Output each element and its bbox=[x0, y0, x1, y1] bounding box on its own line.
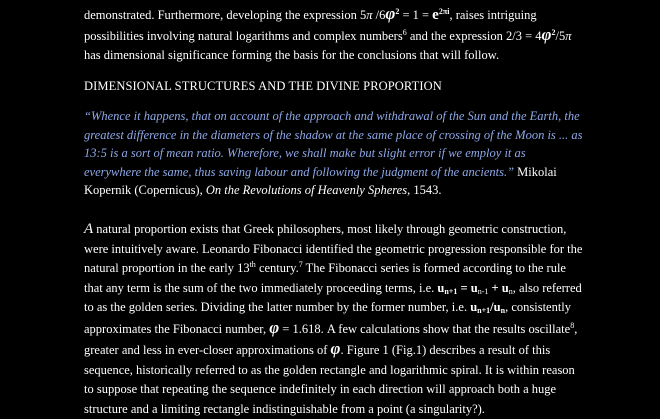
quote-year: 1543. bbox=[410, 183, 442, 197]
phi-symbol: φ bbox=[269, 317, 280, 337]
formula-subscript: n bbox=[500, 306, 506, 315]
formula-subscript: n+1 bbox=[477, 306, 491, 315]
footnote-ref[interactable]: 6 bbox=[402, 28, 407, 37]
section-heading: DIMENSIONAL STRUCTURES AND THE DIVINE PROPORTION bbox=[84, 79, 442, 93]
formula-subscript: n-1 bbox=[477, 286, 489, 296]
pi-symbol: π bbox=[565, 29, 572, 43]
pi-symbol: π bbox=[366, 8, 373, 22]
intro-text: , raises intriguing possibilities involving natural logarithms and complex numbers bbox=[84, 8, 537, 43]
formula-term: /u bbox=[490, 300, 501, 314]
body-text: century. bbox=[255, 261, 299, 275]
intro-text: demonstrated. Furthermore, developing the expression 5 bbox=[84, 8, 367, 22]
intro-text: has dimensional significance forming the basis for the conclusions that will follow. bbox=[84, 48, 500, 62]
euler-e: e bbox=[432, 7, 439, 23]
formula-term: u bbox=[437, 280, 445, 295]
formula-term: u bbox=[470, 300, 478, 314]
phi-symbol: φ bbox=[385, 4, 396, 23]
ordinal-suffix: th bbox=[249, 260, 256, 269]
exponent: 2 bbox=[395, 7, 400, 16]
intro-text: /5 bbox=[555, 29, 566, 43]
quote-text: “Whence it happens, that on account of the approach and withdrawal of the Sun and the Earth, the greatest difference in the diameters of the shadow at the same place of crossing of the Moon is ... as 13:5 is a sort of mean ratio. Wherefore, we shall make but slight error if we employ it as everywhere the same, thus saving labour and following the judgment of the ancients.” bbox=[84, 109, 583, 179]
intro-paragraph bbox=[84, 4, 584, 65]
drop-letter: A bbox=[84, 221, 94, 237]
formula-subscript: n+1 bbox=[444, 286, 458, 296]
epigraph-quote bbox=[84, 107, 584, 200]
body-text: . Figure 1 (Fig.1) describes a result of this sequence, historically referred to as the golden rectangle and logarithmic spiral. It is within reason to suppose that repeating the sequence indefinitely in each direction will approach both a huge structure and a limiting rectangle indistinguishable from a point (a singularity?). bbox=[84, 343, 575, 416]
body-text: natural proportion exists that Greek philosophers, most likely through geometric construction, were intuitively aware. Leonardo Fibonacci identified the geometric progression responsible for the natural proportion in the early 13 bbox=[84, 222, 583, 275]
body-paragraph bbox=[84, 220, 584, 419]
phi-symbol: φ bbox=[330, 339, 341, 358]
intro-text: = 1 = bbox=[399, 8, 433, 22]
exponent: 2πi bbox=[438, 7, 450, 16]
body-text: The Fibonacci series is formed according to the rule that any term is the sum of the two immediately proceeding terms, i.e. bbox=[84, 261, 566, 295]
body-text: , also referred to as the golden series. Dividing the latter number by the former number, i.e. bbox=[84, 280, 582, 314]
quote-work-title: On the Revolutions of Heavenly Spheres, bbox=[205, 183, 411, 197]
formula-term: + u bbox=[488, 280, 509, 295]
footnote-ref[interactable]: 7 bbox=[298, 260, 303, 269]
body-text: , greater and less in ever-closer approximations of bbox=[84, 321, 578, 357]
body-text: = 1.618. A few calculations show that the results oscillate bbox=[279, 321, 571, 336]
formula-subscript: n bbox=[508, 286, 513, 296]
quote-author: Mikolai Kopernik (Copernicus), bbox=[84, 164, 557, 197]
intro-text: /6 bbox=[372, 8, 386, 22]
phi-symbol: φ bbox=[541, 25, 552, 44]
body-text: , consistently approximates the Fibonacci number, bbox=[84, 300, 572, 336]
formula-term: = u bbox=[457, 280, 478, 295]
exponent: 2 bbox=[551, 28, 556, 37]
footnote-ref[interactable]: 8 bbox=[570, 320, 575, 330]
intro-text: and the expression 2/3 = 4 bbox=[406, 29, 542, 43]
